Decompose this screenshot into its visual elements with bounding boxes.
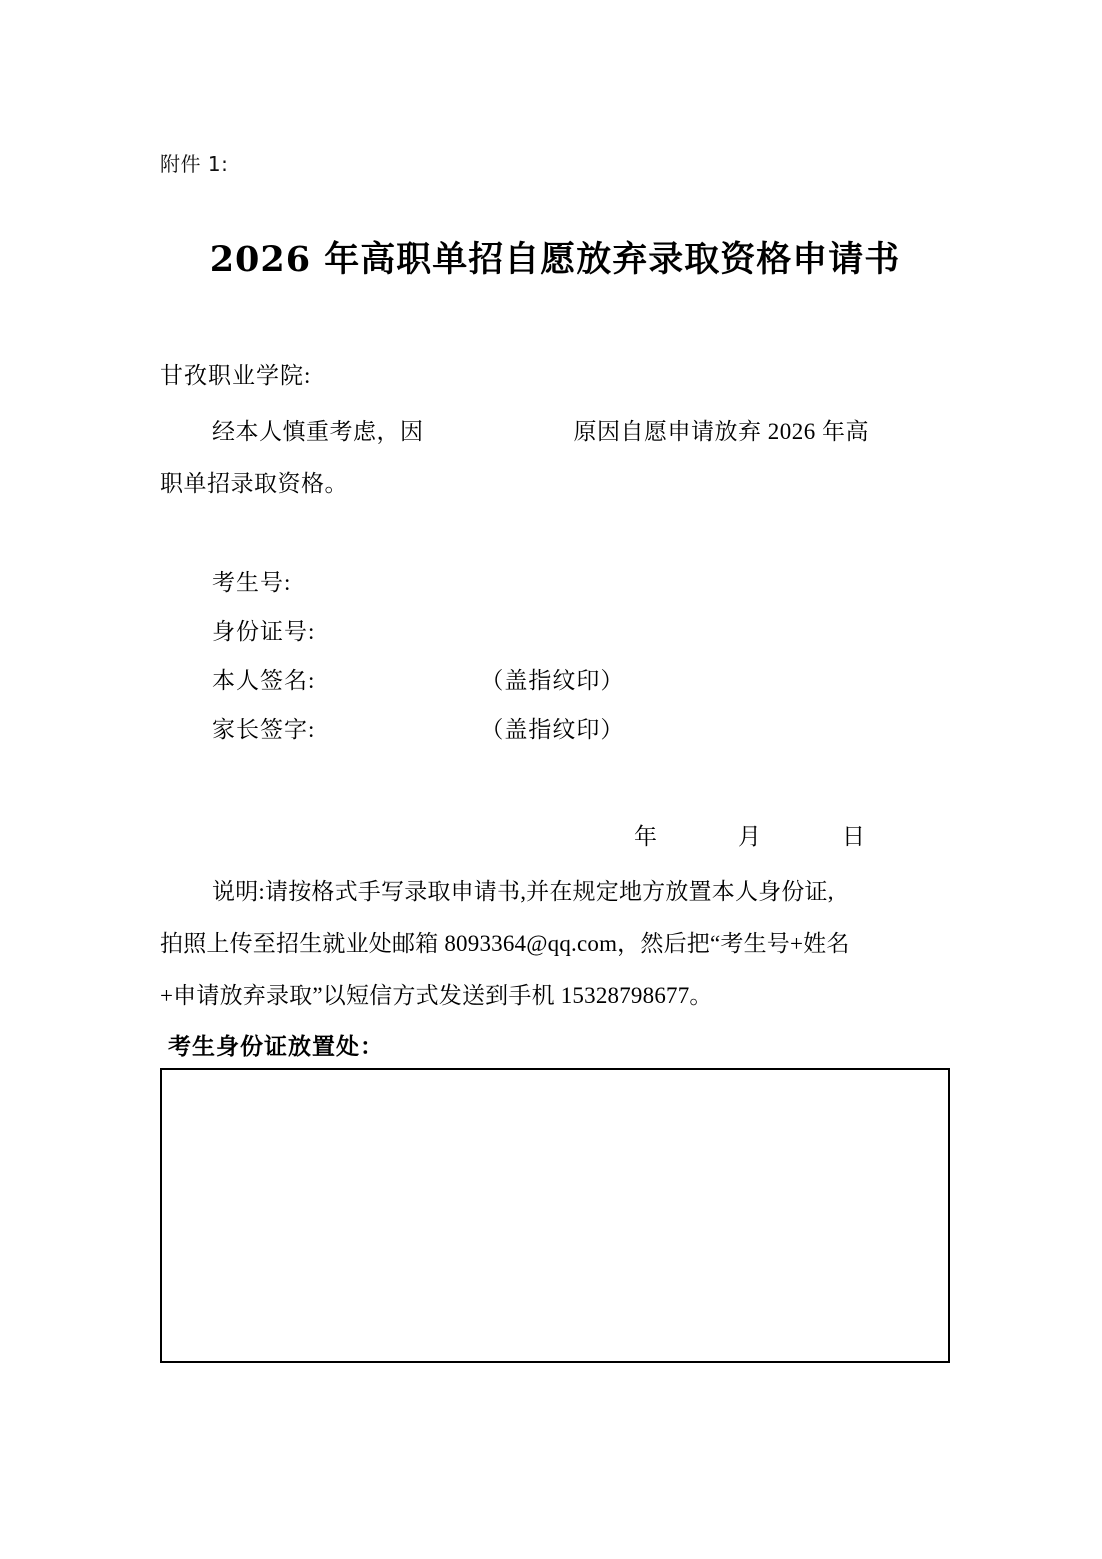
body-text-part3: 职单招录取资格。 [160,471,348,496]
field-row [212,656,912,705]
date-line [160,818,950,851]
instructions-line-1: 说明:请按格式手写录取申请书,并在规定地方放置本人身份证, [212,879,834,904]
date-day-label: 日 [842,824,866,849]
field-row [212,705,912,754]
instructions-paragraph [160,866,950,1022]
body-paragraph [160,406,950,510]
field-row [212,607,912,656]
field-note-fingerprint-parent: （盖指纹印） [480,717,625,742]
field-list [212,558,912,754]
id-placement-caption: 考生身份证放置处： [168,1034,384,1059]
body-text-part1: 经本人慎重考虑，因 [212,419,424,444]
date-month-label: 月 [738,824,762,849]
field-label-parent-signature: 家长签字: [212,717,316,742]
date-year-label: 年 [634,824,658,849]
attachment-label: 附件 1: [160,152,229,176]
instructions-line-3: +申请放弃录取”以短信方式发送到手机 15328798677。 [160,983,713,1008]
body-text-part2: 原因自愿申请放弃 2026 年高 [573,419,869,444]
field-note-fingerprint-applicant: （盖指纹印） [480,668,625,693]
recipient-line: 甘孜职业学院: [160,363,312,388]
field-row [212,558,912,607]
field-label-applicant-signature: 本人签名: [212,668,316,693]
page-title: 2026 年高职单招自愿放弃录取资格申请书 [209,239,901,280]
field-label-exam-number: 考生号: [212,570,292,595]
field-label-id-number: 身份证号: [212,619,316,644]
id-placement-box [160,1068,950,1363]
instructions-line-2: 拍照上传至招生就业处邮箱 8093364@qq.com，然后把“考生号+姓名 [160,931,850,956]
